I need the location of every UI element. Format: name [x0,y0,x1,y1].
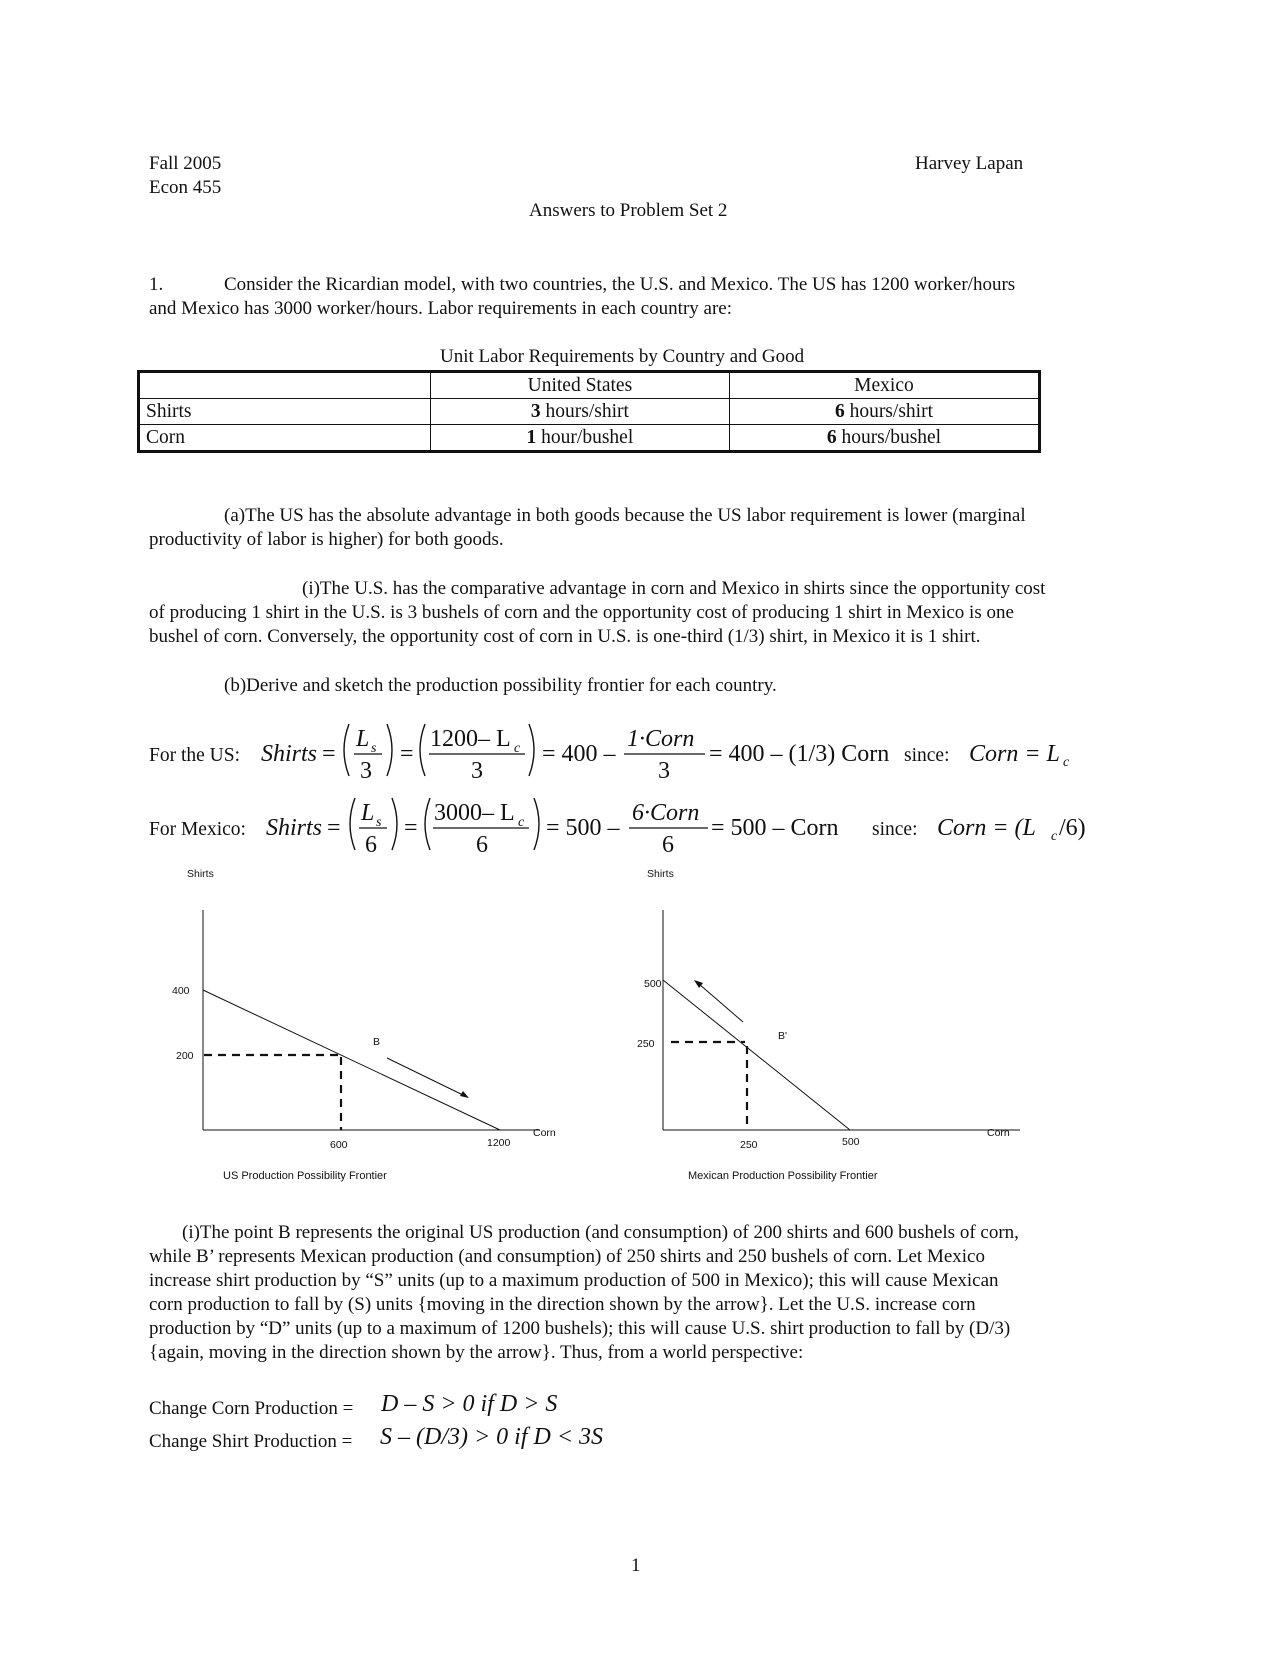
table-cell-mexico [729,399,1039,425]
table-header-mexico: Mexico [729,372,1039,399]
eq-mx-frac2-num: 3000– L [434,800,515,826]
table-cell-us-unit: hours/shirt [540,400,629,422]
us-ppf-caption: US Production Possibility Frontier [223,1170,387,1182]
table-header-us: United States [430,372,729,399]
eq-us-frac3-den: 3 [658,758,670,784]
eq-mx-label: For Mexico: [149,819,246,840]
page-title: Answers to Problem Set 2 [529,200,728,221]
mx-ppf-frontier-line [663,980,850,1130]
mx-ppf-y-tick-500: 500 [644,978,662,990]
part-b-line-1: (b)Derive and sketch the production possibility frontier for each country. [224,675,777,696]
mx-ppf-y-tick-250: 250 [637,1038,655,1050]
part-b-i-line-6: {again, moving in the direction shown by the arrow}. Thus, from a world perspective: [149,1342,804,1363]
us-ppf-frontier-line [203,990,500,1130]
mx-ppf-x-label: Corn [987,1127,1010,1139]
table-header-empty [139,372,431,399]
eq-us-frac1-den: 3 [360,758,372,784]
question-line-1: Consider the Ricardian model, with two countries, the U.S. and Mexico. The US has 1200 worker/hours [224,274,1016,295]
us-ppf-x-tick-1200: 1200 [487,1137,511,1149]
part-a-line-1: (a)The US has the absolute advantage in both goods because the US labor requirement is lower (marginal [224,505,1026,526]
mx-ppf-caption: Mexican Production Possibility Frontier [688,1170,878,1182]
mx-ppf-direction-arrow [699,984,743,1022]
eq-us-paren [529,724,534,776]
table-cell-good: Corn [139,425,431,452]
eq-us-frac1-sub: s [371,741,377,756]
eq-us-frac2-sub: c [514,741,521,756]
header-author: Harvey Lapan [915,153,1024,174]
eq-us-paren [387,724,392,776]
table-cell-us-num: 1 [526,426,537,448]
eq-mx-shirts: Shirts [266,815,323,841]
us-ppf-figure [150,860,570,1190]
change-shirt-label: Change Shirt Production = [149,1431,353,1452]
us-ppf-point-label: B [373,1036,381,1048]
us-ppf-y-label: Shirts [187,868,214,880]
eq-mx-mid: = 500 – [546,815,620,841]
eq-mx-since: since: [872,819,918,840]
table-cell-mx-num: 6 [826,426,837,448]
eq-us-paren [344,724,349,776]
eq-us-label: For the US: [149,745,241,766]
eq-mx-frac2-sub: c [518,815,525,830]
us-ppf-direction-arrow [387,1058,465,1096]
eq-mx-frac1-sub: s [376,815,382,830]
part-a-line-2: productivity of labor is higher) for both goods. [149,529,504,550]
us-ppf-x-tick-600: 600 [330,1139,348,1151]
us-ppf-arrowhead [460,1091,469,1098]
eq-us-frac1-num: L [356,726,370,752]
eq-us-paren [420,724,425,776]
eq-mx-cond: Corn = (L [937,815,1036,841]
eq-us-equals: = [322,741,336,767]
part-b-i-line-5: production by “D” units (up to a maximum of 1200 bushels); this will cause U.S. shirt production to fall by (D/3) [149,1318,1011,1339]
eq-us-frac3-num: 1·Corn [627,726,695,752]
header-course: Econ 455 [149,177,222,198]
change-shirt-expr: S – (D/3) > 0 if D < 3S [380,1424,604,1450]
eq-us-frac2-den: 3 [471,758,483,784]
table-cell-mx-num: 6 [834,400,845,422]
ppf-equations [140,712,1100,872]
table-cell-us-unit: hour/bushel [536,426,634,448]
table-cell-us-num: 3 [530,400,541,422]
mx-ppf-point-label: B' [778,1030,788,1042]
eq-mx-frac3-num: 6·Corn [632,800,700,826]
part-a-i-line-3: bushel of corn. Conversely, the opportunity cost of corn in U.S. is one-third (1/3) shirt, in Mexico it is 1 shirt. [149,626,981,647]
mx-ppf-y-label: Shirts [647,868,674,880]
table-row [139,399,1040,425]
question-line-2: and Mexico has 3000 worker/hours. Labor requirements in each country are: [149,298,732,319]
eq-mx-cond-sub: c [1051,829,1058,844]
eq-mx-equals: = [327,815,341,841]
part-b-i-line-3: increase shirt production by “S” units (up to a maximum production of 500 in Mexico); this will cause Mexican [149,1270,999,1291]
labor-requirements-table [137,370,1041,453]
part-b-i-line-2: while B’ represents Mexican production (and consumption) of 250 shirts and 250 bushels of corn. Let Mexico [149,1246,985,1267]
eq-us-cond: Corn = L [969,741,1060,767]
table-cell-good: Shirts [139,399,431,425]
eq-us-equals: = [400,741,414,767]
eq-mx-equals: = [404,815,418,841]
table-cell-mx-unit: hours/shirt [844,400,933,422]
mx-ppf-x-tick-250: 250 [740,1139,758,1151]
question-number: 1. [149,274,164,295]
eq-mx-rhs: = 500 – Corn [711,815,839,841]
mx-ppf-x-tick-500: 500 [842,1136,860,1148]
page-number: 1 [631,1555,641,1576]
table-caption: Unit Labor Requirements by Country and Good [440,346,805,367]
part-b-i-line-4: corn production to fall by (S) units {moving in the direction shown by the arrow}. Let the U.S. increase corn [149,1294,976,1315]
eq-us-shirts: Shirts [261,741,318,767]
part-b-i-line-1: (i)The point B represents the original US production (and consumption) of 200 shirts and 600 bushels of corn, [182,1222,1019,1243]
eq-us-since: since: [904,745,950,766]
eq-mx-frac1-num: L [361,800,375,826]
eq-mx-paren [425,798,430,850]
header-term: Fall 2005 [149,153,222,174]
table-cell-us [430,425,729,452]
change-corn-label: Change Corn Production = [149,1398,354,1419]
eq-mx-paren [392,798,397,850]
eq-mx-paren [350,798,355,850]
eq-mx-cond-end: /6) [1059,815,1086,841]
part-a-i-line-1: (i)The U.S. has the comparative advantage in corn and Mexico in shirts since the opportunity cost [302,578,1046,599]
eq-us-rhs: = 400 – (1/3) Corn [709,741,890,767]
table-cell-mexico [729,425,1039,452]
us-ppf-x-label: Corn [533,1127,556,1139]
eq-us-frac2-num: 1200– L [430,726,511,752]
table-cell-mx-unit: hours/bushel [836,426,942,448]
table-header-row [139,372,1040,399]
table-cell-us [430,399,729,425]
us-ppf-y-tick-400: 400 [172,985,190,997]
table-row [139,425,1040,452]
change-corn-expr: D – S > 0 if D > S [381,1391,558,1417]
eq-mx-paren [534,798,539,850]
eq-us-cond-sub: c [1063,755,1070,770]
eq-mx-frac3-den: 6 [662,832,674,858]
us-ppf-y-tick-200: 200 [176,1050,194,1062]
mexico-ppf-figure [615,860,1055,1190]
part-a-i-line-2: of producing 1 shirt in the U.S. is 3 bushels of corn and the opportunity cost of producing 1 shirt in Mexico is one [149,602,1014,623]
eq-mx-frac1-den: 6 [365,832,377,858]
eq-us-mid: = 400 – [542,741,616,767]
eq-mx-frac2-den: 6 [476,832,488,858]
